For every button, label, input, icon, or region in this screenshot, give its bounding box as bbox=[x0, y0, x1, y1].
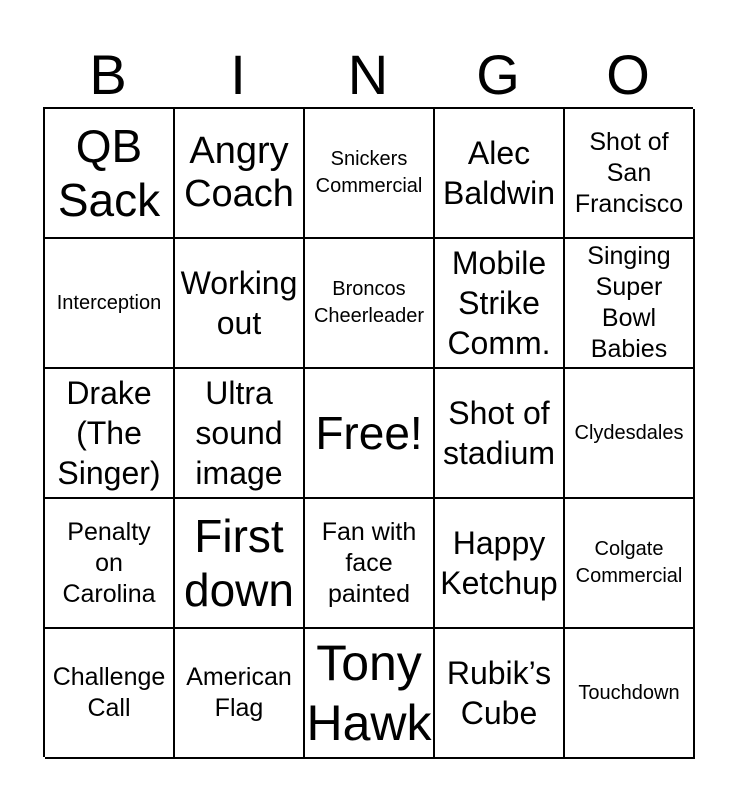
bingo-cell-colgate-commercial[interactable]: Colgate Commercial bbox=[565, 499, 695, 629]
bingo-cell-broncos-cheerleader[interactable]: Broncos Cheerleader bbox=[305, 239, 435, 369]
header-letter-n: N bbox=[347, 43, 389, 106]
bingo-cell-free-space[interactable]: Free! bbox=[305, 369, 435, 499]
bingo-card-grid bbox=[43, 107, 693, 757]
bingo-cell-angry-coach[interactable]: Angry Coach bbox=[175, 109, 305, 239]
bingo-cell-drake[interactable]: Drake (The Singer) bbox=[45, 369, 175, 499]
bingo-cell-shot-of-san-francisco[interactable]: Shot of San Francisco bbox=[565, 109, 695, 239]
bingo-cell-singing-super-bowl-babies[interactable]: Singing Super Bowl Babies bbox=[565, 239, 695, 369]
bingo-cell-ultrasound-image[interactable]: Ultra sound image bbox=[175, 369, 305, 499]
bingo-cell-american-flag[interactable]: American Flag bbox=[175, 629, 305, 759]
bingo-cell-shot-of-stadium[interactable]: Shot of stadium bbox=[435, 369, 565, 499]
bingo-cell-challenge-call[interactable]: Challenge Call bbox=[45, 629, 175, 759]
header-letter-i: I bbox=[230, 43, 246, 106]
header-letter-b: B bbox=[89, 43, 127, 106]
bingo-cell-touchdown[interactable]: Touchdown bbox=[565, 629, 695, 759]
header-letter-g: G bbox=[476, 43, 520, 106]
bingo-cell-qb-sack[interactable]: QB Sack bbox=[45, 109, 175, 239]
bingo-cell-interception[interactable]: Interception bbox=[45, 239, 175, 369]
bingo-cell-clydesdales[interactable]: Clydesdales bbox=[565, 369, 695, 499]
bingo-cell-snickers-commercial[interactable]: Snickers Commercial bbox=[305, 109, 435, 239]
bingo-cell-alec-baldwin[interactable]: Alec Baldwin bbox=[435, 109, 565, 239]
bingo-cell-penalty-on-carolina[interactable]: Penalty on Carolina bbox=[45, 499, 175, 629]
bingo-cell-first-down[interactable]: First down bbox=[175, 499, 305, 629]
bingo-cell-happy-ketchup[interactable]: Happy Ketchup bbox=[435, 499, 565, 629]
bingo-cell-rubiks-cube[interactable]: Rubik’s Cube bbox=[435, 629, 565, 759]
bingo-cell-working-out[interactable]: Working out bbox=[175, 239, 305, 369]
bingo-cell-mobile-strike-comm[interactable]: Mobile Strike Comm. bbox=[435, 239, 565, 369]
header-letter-o: O bbox=[606, 43, 650, 106]
bingo-cell-fan-with-face-painted[interactable]: Fan with face painted bbox=[305, 499, 435, 629]
bingo-cell-tony-hawk[interactable]: Tony Hawk bbox=[305, 629, 435, 759]
bingo-header bbox=[43, 42, 693, 108]
